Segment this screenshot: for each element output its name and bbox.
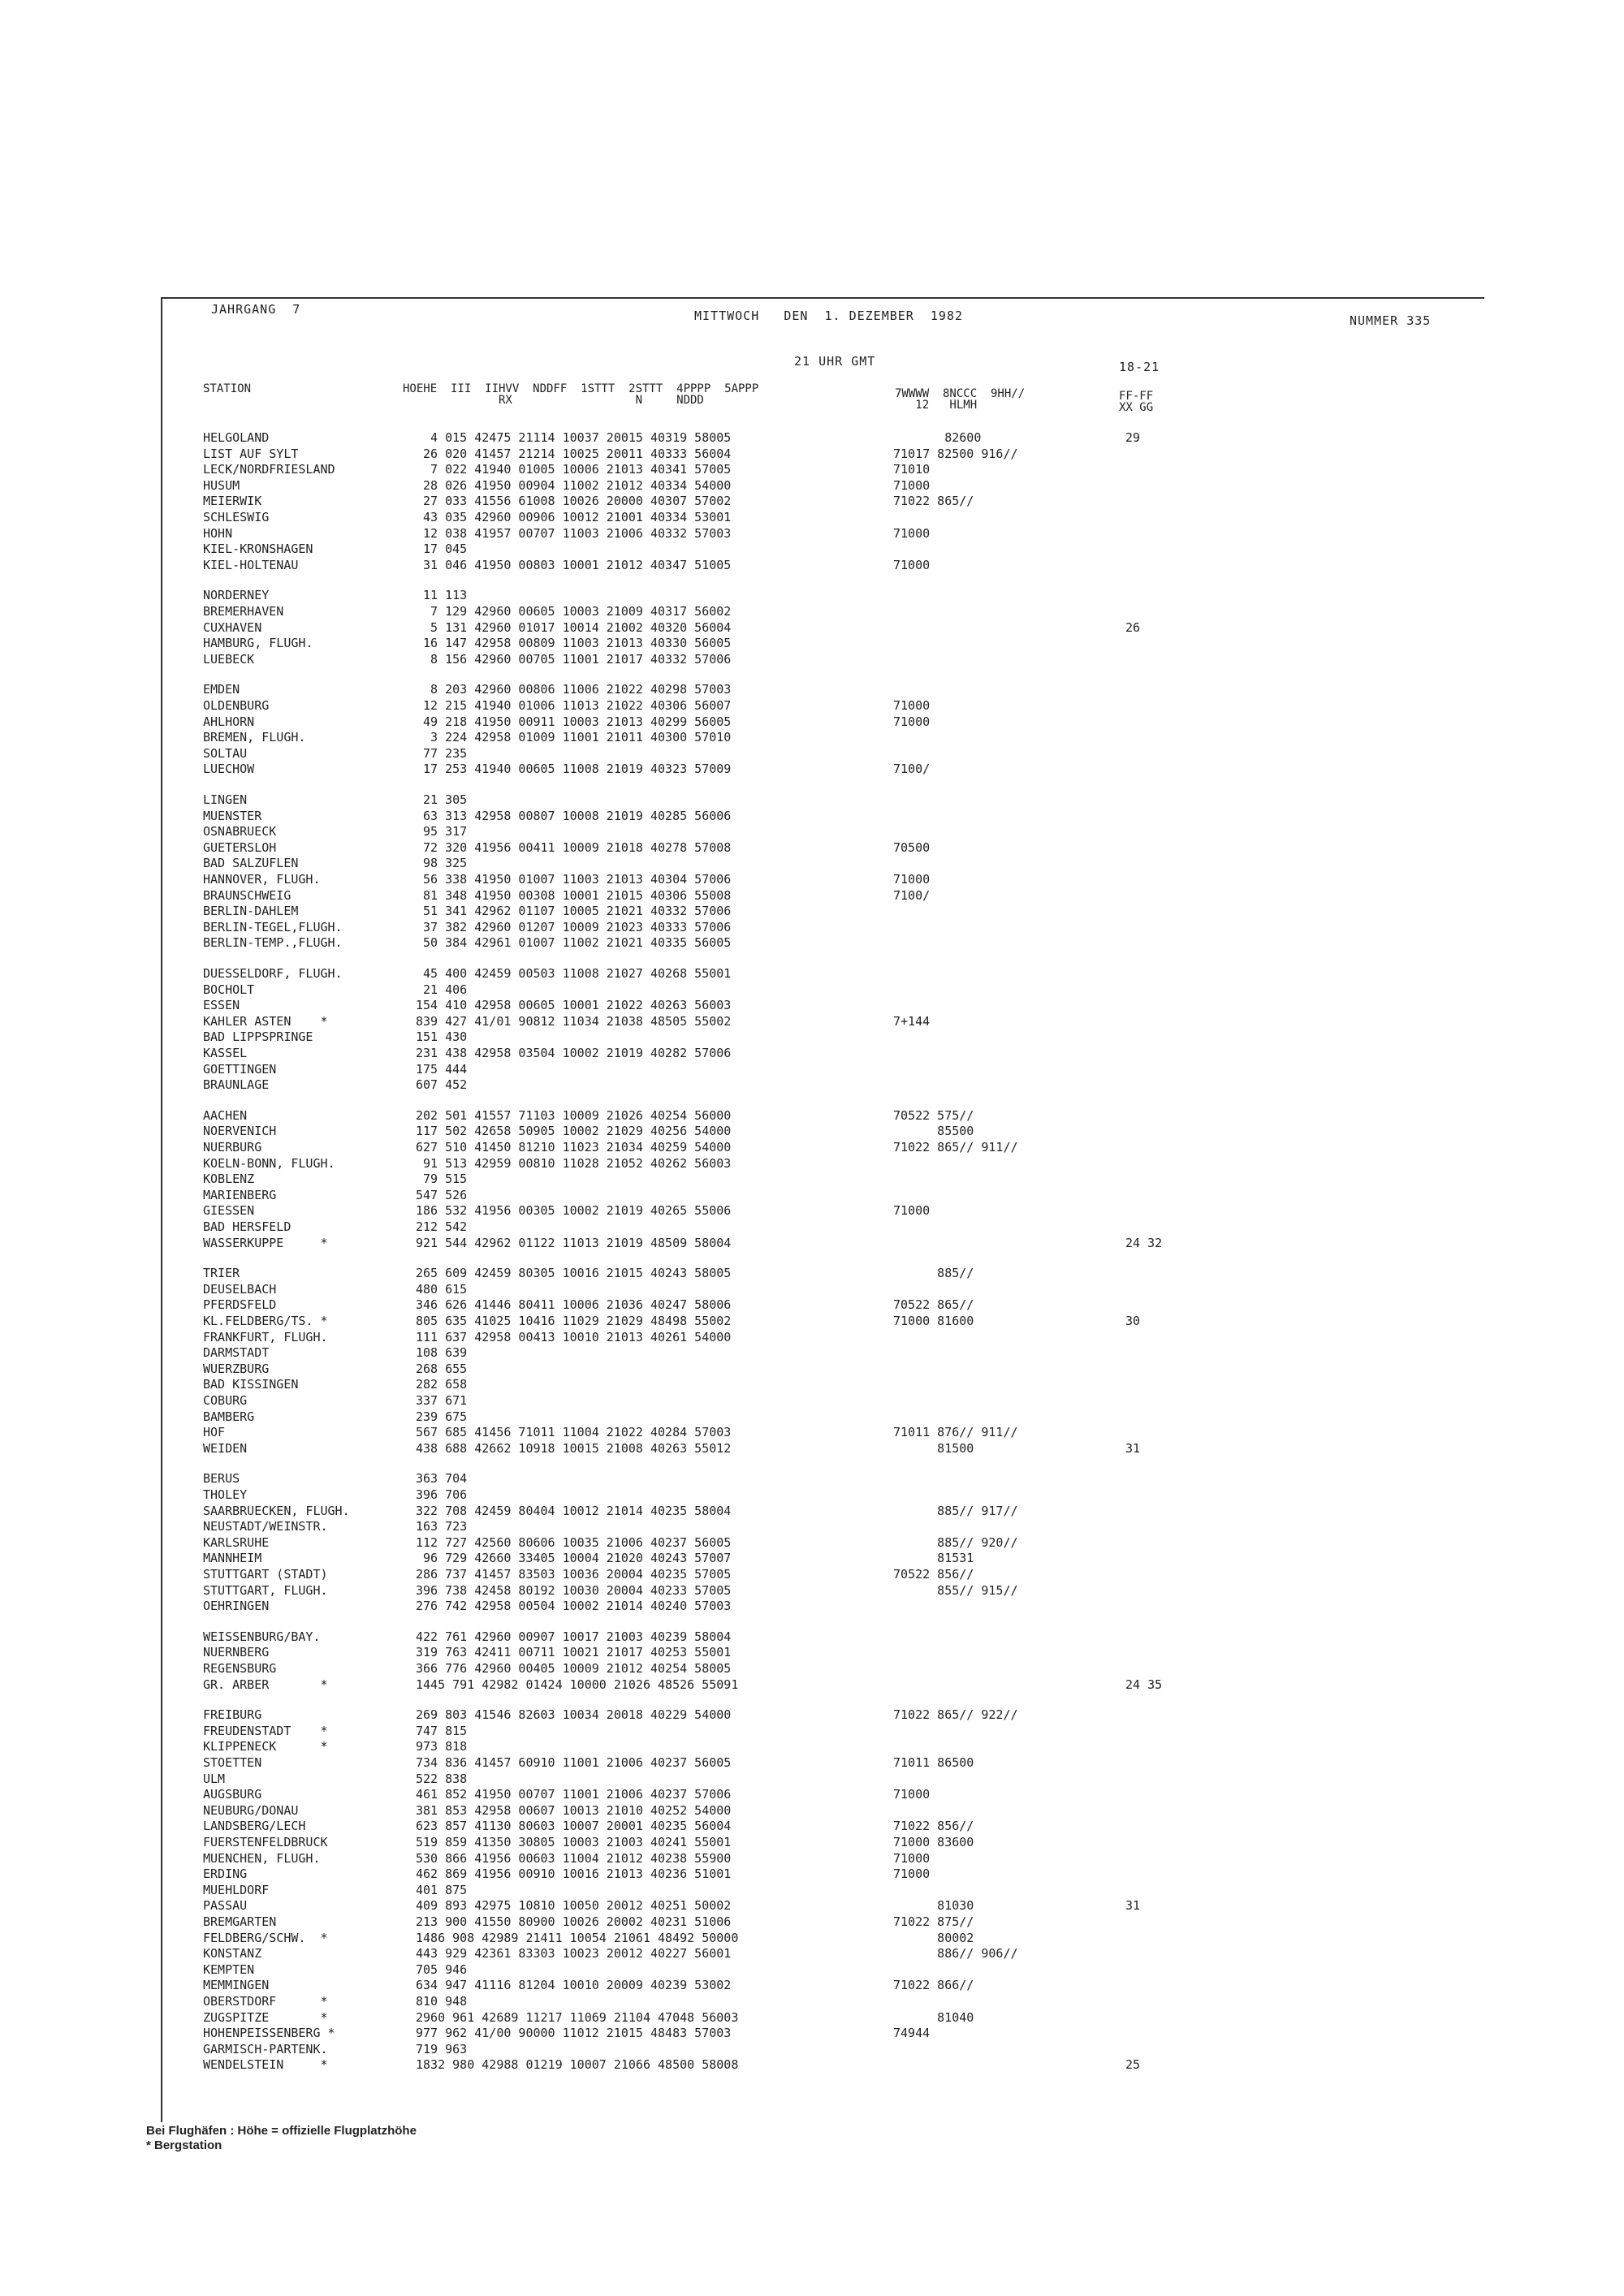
station-name: GUETERSLOH (203, 839, 277, 855)
station-name: FELDBERG/SCHW. * (203, 1930, 328, 1945)
station-data: 26 020 41457 21214 10025 20011 40333 56004 (416, 446, 732, 461)
station-data: 212 542 (416, 1219, 468, 1234)
station-data: 79 515 (416, 1172, 468, 1187)
station-name: SOLTAU (203, 745, 248, 761)
station-name: NEUSTADT/WEINSTR. (203, 1519, 328, 1534)
station-name: ERDING (203, 1867, 248, 1882)
station-wind: 26 (1125, 619, 1141, 635)
station-data: 363 704 (416, 1471, 468, 1487)
station-data: 3 224 42958 01009 11001 21011 40300 57010 (416, 730, 732, 745)
station-name: THOLEY (203, 1487, 248, 1502)
station-extra: 7100/ (893, 887, 931, 903)
station-data: 31 046 41950 00803 10001 21012 40347 51005 (416, 557, 732, 572)
station-data: 72 320 41956 00411 10009 21018 40278 57008 (416, 839, 732, 855)
station-data: 117 502 42658 50905 10002 21029 40256 54000 (416, 1124, 732, 1139)
report-sheet (161, 297, 1484, 2122)
station-name: BREMGARTEN (203, 1914, 277, 1929)
station-extra: 71000 (893, 1850, 931, 1866)
station-data: 7 022 41940 01005 10006 21013 40341 57005 (416, 462, 732, 477)
station-data: 163 723 (416, 1519, 468, 1534)
station-name: CUXHAVEN (203, 619, 262, 635)
station-data: 21 305 (416, 792, 468, 807)
station-name: MANNHEIM (203, 1551, 262, 1566)
station-wind: 29 (1125, 430, 1141, 445)
station-name: WEIDEN (203, 1440, 248, 1456)
station-name: HOHENPEISSENBERG * (203, 2026, 335, 2041)
station-name: KOELN-BONN, FLUGH. (203, 1155, 335, 1171)
station-name: FRANKFURT, FLUGH. (203, 1329, 328, 1344)
station-name: FREUDENSTADT * (203, 1723, 328, 1738)
station-extra: 71017 82500 916// (893, 446, 1018, 461)
station-data: 98 325 (416, 856, 468, 871)
station-data: 8 156 42960 00705 11001 21017 40332 57006 (416, 651, 732, 667)
station-extra: 71022 856// (893, 1819, 974, 1834)
station-name: NUERNBERG (203, 1645, 270, 1660)
station-data: 381 853 42958 00607 10013 21010 40252 54000 (416, 1802, 732, 1818)
station-data: 409 893 42975 10810 10050 20012 40251 50002 (416, 1898, 732, 1914)
station-wind: 24 32 (1125, 1235, 1163, 1250)
station-extra: 71000 (893, 557, 931, 572)
station-name: SAARBRUECKEN, FLUGH. (203, 1503, 350, 1518)
station-data: 396 738 42458 80192 10030 20004 40233 57005 (416, 1582, 732, 1598)
station-name: NOERVENICH (203, 1124, 277, 1139)
station-data: 12 215 41940 01006 11013 21022 40306 56007 (416, 698, 732, 713)
station-name: MARIENBERG (203, 1187, 277, 1202)
station-data: 81 348 41950 00308 10001 21015 40306 55008 (416, 887, 732, 903)
station-extra: 71010 (893, 462, 931, 477)
station-name: DUESSELDORF, FLUGH. (203, 966, 343, 981)
station-data: 1832 980 42988 01219 10007 21066 48500 58008 (416, 2057, 739, 2073)
station-name: OBERSTDORF * (203, 1994, 328, 2009)
station-data: 1445 791 42982 01424 10000 21026 48526 55091 (416, 1677, 739, 1692)
station-data: 623 857 41130 80603 10007 20001 40235 56004 (416, 1819, 732, 1834)
station-data: 977 962 41/00 90000 11012 21015 48483 57003 (416, 2026, 732, 2041)
station-extra: 71000 (893, 477, 931, 493)
station-data: 422 761 42960 00907 10017 21003 40239 58004 (416, 1629, 732, 1644)
station-data: 747 815 (416, 1723, 468, 1738)
station-name: LECK/NORDFRIESLAND (203, 462, 335, 477)
station-name: KONSTANZ (203, 1946, 262, 1962)
station-name: KEMPTEN (203, 1962, 255, 1977)
station-name: HAMBURG, FLUGH. (203, 636, 313, 651)
station-name: BRAUNSCHWEIG (203, 887, 292, 903)
station-extra: 70522 575// (893, 1107, 974, 1123)
station-data: 213 900 41550 80900 10026 20002 40231 51006 (416, 1914, 732, 1929)
station-extra: 7+144 (893, 1013, 931, 1029)
station-name: BERUS (203, 1471, 240, 1487)
station-data: 186 532 41956 00305 10002 21019 40265 55006 (416, 1203, 732, 1219)
station-data: 322 708 42459 80404 10012 21014 40235 58004 (416, 1503, 732, 1518)
station-extra: 82600 (893, 430, 982, 445)
station-data: 108 639 (416, 1345, 468, 1361)
station-data: 286 737 41457 83503 10036 20004 40235 57005 (416, 1567, 732, 1582)
station-name: AUGSBURG (203, 1787, 262, 1802)
station-data: 634 947 41116 81204 10010 20009 40239 53002 (416, 1978, 732, 1993)
station-name: HUSUM (203, 477, 240, 493)
station-name: KIEL-KRONSHAGEN (203, 542, 313, 557)
column-codes-line1: HOEHE III IIHVV NDDFF 1STTT 2STTT 4PPPP 5APPP (403, 382, 759, 395)
station-extra: 81531 (893, 1551, 974, 1566)
station-name: GR. ARBER * (203, 1677, 328, 1692)
column-station: STATION (203, 382, 252, 395)
station-name: GOETTINGEN (203, 1061, 277, 1077)
station-name: WASSERKUPPE * (203, 1235, 328, 1250)
station-data: 396 706 (416, 1487, 468, 1502)
station-name: WENDELSTEIN * (203, 2057, 328, 2073)
footnote-airports: Bei Flughäfen : Höhe = offizielle Flugplatzhöhe (146, 2124, 417, 2138)
station-data: 805 635 41025 10416 11029 21029 48498 55002 (416, 1314, 732, 1328)
station-data: 366 776 42960 00405 10009 21012 40254 58005 (416, 1661, 732, 1676)
station-data: 17 253 41940 00605 11008 21019 40323 57009 (416, 762, 732, 777)
station-data: 461 852 41950 00707 11001 21006 40237 57006 (416, 1787, 732, 1802)
station-name: BERLIN-DAHLEM (203, 904, 299, 919)
station-data: 530 866 41956 00603 11004 21012 40238 55900 (416, 1850, 732, 1866)
observation-time: 21 UHR GMT (794, 354, 876, 369)
station-data: 719 963 (416, 2041, 468, 2056)
station-name: STUTTGART (STADT) (203, 1567, 328, 1582)
column-extra-line1: 7WWWW 8NCCC 9HH// (895, 387, 1026, 400)
station-name: SCHLESWIG (203, 510, 270, 524)
station-data: 12 038 41957 00707 11003 21006 40332 57003 (416, 525, 732, 541)
station-name: KLIPPENECK * (203, 1739, 328, 1754)
station-name: MEIERWIK (203, 494, 262, 509)
station-data: 202 501 41557 71103 10009 21026 40254 56000 (416, 1107, 732, 1123)
station-extra: 70522 856// (893, 1567, 974, 1582)
station-data: 16 147 42958 00809 11003 21013 40330 56005 (416, 636, 732, 651)
station-data: 401 875 (416, 1882, 468, 1897)
column-wind-line2: XX GG (1119, 401, 1154, 414)
time-range: 18-21 (1119, 360, 1160, 374)
station-data: 63 313 42958 00807 10008 21019 40285 56006 (416, 808, 732, 823)
station-extra: 71000 (893, 872, 931, 887)
station-name: FUERSTENFELDBRUCK (203, 1835, 328, 1849)
station-data: 28 026 41950 00904 11002 21012 40334 54000 (416, 477, 732, 493)
station-data: 921 544 42962 01122 11013 21019 48509 58004 (416, 1235, 732, 1250)
station-name: BERLIN-TEMP.,FLUGH. (203, 935, 343, 951)
station-extra: 71022 866// (893, 1978, 974, 1993)
station-name: MEMMINGEN (203, 1978, 270, 1993)
station-name: LUECHOW (203, 762, 255, 777)
column-wind-line1: FF-FF (1119, 390, 1154, 403)
station-name: PFERDSFELD (203, 1297, 277, 1313)
station-data: 111 637 42958 00413 10010 21013 40261 54000 (416, 1329, 732, 1344)
station-data: 1486 908 42989 21411 10054 21061 48492 50000 (416, 1930, 739, 1945)
station-name: STUTTGART, FLUGH. (203, 1582, 328, 1598)
station-name: OLDENBURG (203, 698, 270, 713)
station-name: KAHLER ASTEN * (203, 1013, 328, 1029)
station-name: MUENCHEN, FLUGH. (203, 1850, 321, 1866)
station-data: 231 438 42958 03504 10002 21019 40282 57006 (416, 1046, 732, 1060)
station-name: MUEHLDORF (203, 1882, 270, 1897)
station-name: BAMBERG (203, 1409, 255, 1424)
station-data: 175 444 (416, 1061, 468, 1077)
station-data: 151 430 (416, 1029, 468, 1045)
station-extra: 885// 917// (893, 1503, 1018, 1518)
station-name: HANNOVER, FLUGH. (203, 872, 321, 887)
column-codes-line2: RX N NDDD (403, 394, 704, 407)
station-data: 239 675 (416, 1409, 468, 1424)
station-data: 91 513 42959 00810 11028 21052 40262 56003 (416, 1155, 732, 1171)
station-data: 49 218 41950 00911 10003 21013 40299 56005 (416, 714, 732, 729)
station-name: NUERBURG (203, 1140, 262, 1154)
station-data: 21 406 (416, 982, 468, 997)
station-extra: 855// 915// (893, 1582, 1018, 1598)
station-name: DEUSELBACH (203, 1281, 277, 1297)
station-data: 96 729 42660 33405 10004 21020 40243 57007 (416, 1551, 732, 1566)
station-data: 319 763 42411 00711 10021 21017 40253 55001 (416, 1645, 732, 1660)
station-name: REGENSBURG (203, 1661, 277, 1676)
station-wind: 24 35 (1125, 1677, 1163, 1692)
station-name: BREMEN, FLUGH. (203, 730, 306, 745)
station-name: KARLSRUHE (203, 1534, 270, 1550)
station-name: BAD HERSFELD (203, 1219, 292, 1234)
station-extra: 886// 906// (893, 1946, 1018, 1962)
station-name: FREIBURG (203, 1707, 262, 1723)
station-extra: 71022 865// (893, 494, 974, 509)
station-data: 11 113 (416, 588, 468, 603)
station-name: ESSEN (203, 998, 240, 1013)
station-name: KIEL-HOLTENAU (203, 557, 299, 572)
station-data: 734 836 41457 60910 11001 21006 40237 56005 (416, 1755, 732, 1770)
station-name: KL.FELDBERG/TS. * (203, 1314, 328, 1328)
station-data: 607 452 (416, 1077, 468, 1093)
station-data: 77 235 (416, 745, 468, 761)
station-data: 45 400 42459 00503 11008 21027 40268 55001 (416, 966, 732, 981)
station-extra: 81030 (893, 1898, 974, 1914)
station-data: 839 427 41/01 90812 11034 21038 48505 55002 (416, 1013, 732, 1029)
station-extra: 71000 (893, 1203, 931, 1219)
station-data: 519 859 41350 30805 10003 21003 40241 55001 (416, 1835, 732, 1849)
station-name: EMDEN (203, 682, 240, 697)
station-extra: 71022 865// 922// (893, 1707, 1018, 1723)
station-data: 43 035 42960 00906 10012 21001 40334 53001 (416, 510, 732, 524)
station-data: 56 338 41950 01007 11003 21013 40304 57006 (416, 872, 732, 887)
station-wind: 31 (1125, 1898, 1141, 1914)
station-extra: 71000 (893, 525, 931, 541)
station-name: KOBLENZ (203, 1172, 255, 1187)
station-name: LANDSBERG/LECH (203, 1819, 306, 1834)
station-name: BAD LIPPSPRINGE (203, 1029, 313, 1045)
station-name: PASSAU (203, 1898, 248, 1914)
station-name: LIST AUF SYLT (203, 446, 299, 461)
station-extra: 70522 865// (893, 1297, 974, 1313)
station-data: 5 131 42960 01017 10014 21002 40320 56004 (416, 619, 732, 635)
station-name: GARMISCH-PARTENK. (203, 2041, 328, 2056)
station-wind: 30 (1125, 1314, 1141, 1328)
station-wind: 25 (1125, 2057, 1141, 2073)
station-name: ULM (203, 1771, 226, 1786)
station-data: 37 382 42960 01207 10009 21023 40333 57006 (416, 919, 732, 934)
station-extra: 71000 83600 (893, 1835, 974, 1849)
volume-label: JAHRGANG 7 (211, 302, 301, 317)
station-data: 154 410 42958 00605 10001 21022 40263 56003 (416, 998, 732, 1013)
station-extra: 71000 (893, 714, 931, 729)
station-name: BAD KISSINGEN (203, 1377, 299, 1392)
station-extra: 81500 (893, 1440, 974, 1456)
station-extra: 71011 876// 911// (893, 1425, 1018, 1440)
station-data: 27 033 41556 61008 10026 20000 40307 57002 (416, 494, 732, 509)
station-name: GIESSEN (203, 1203, 255, 1219)
station-data: 443 929 42361 83303 10023 20012 40227 56001 (416, 1946, 732, 1962)
station-data: 480 615 (416, 1281, 468, 1297)
station-data: 462 869 41956 00910 10016 21013 40236 51001 (416, 1867, 732, 1882)
station-name: LUEBECK (203, 651, 255, 667)
station-extra: 71000 (893, 1787, 931, 1802)
station-extra: 81040 (893, 2009, 974, 2025)
station-extra: 71022 875// (893, 1914, 974, 1929)
station-extra: 80002 (893, 1930, 974, 1945)
station-name: TRIER (203, 1266, 240, 1281)
station-data: 17 045 (416, 542, 468, 557)
station-name: BRAUNLAGE (203, 1077, 270, 1093)
column-extra-line2: 12 HLMH (895, 399, 978, 412)
station-data: 112 727 42560 80606 10035 21006 40237 56005 (416, 1534, 732, 1550)
station-extra: 85500 (893, 1124, 974, 1139)
station-data: 337 671 (416, 1393, 468, 1408)
station-data: 8 203 42960 00806 11006 21022 40298 57003 (416, 682, 732, 697)
station-data: 276 742 42958 00504 10002 21014 40240 57003 (416, 1599, 732, 1614)
station-data: 2960 961 42689 11217 11069 21104 47048 56003 (416, 2009, 739, 2025)
station-name: DARMSTADT (203, 1345, 270, 1361)
station-extra: 885// 920// (893, 1534, 1018, 1550)
station-name: BREMERHAVEN (203, 604, 284, 619)
station-name: STOETTEN (203, 1755, 262, 1770)
station-name: HOHN (203, 525, 233, 541)
station-extra: 71000 (893, 1867, 931, 1882)
station-name: MUENSTER (203, 808, 262, 823)
station-data: 346 626 41446 80411 10006 21036 40247 58006 (416, 1297, 732, 1313)
station-name: AACHEN (203, 1107, 248, 1123)
station-data: 547 526 (416, 1187, 468, 1202)
station-extra: 70500 (893, 839, 931, 855)
station-extra: 74944 (893, 2026, 931, 2041)
station-name: BAD SALZUFLEN (203, 856, 299, 871)
station-name: BOCHOLT (203, 982, 255, 997)
station-data: 438 688 42662 10918 10015 21008 40263 55012 (416, 1440, 732, 1456)
station-data: 522 838 (416, 1771, 468, 1786)
station-data: 269 803 41546 82603 10034 20018 40229 54000 (416, 1707, 732, 1723)
station-name: HOF (203, 1425, 226, 1440)
station-name: KASSEL (203, 1046, 248, 1060)
station-name: OEHRINGEN (203, 1599, 270, 1614)
station-name: LINGEN (203, 792, 248, 807)
station-data: 567 685 41456 71011 11004 21022 40284 57003 (416, 1425, 732, 1440)
station-name: NORDERNEY (203, 588, 270, 603)
station-name: COBURG (203, 1393, 248, 1408)
station-extra: 71011 86500 (893, 1755, 974, 1770)
station-name: WUERZBURG (203, 1361, 270, 1376)
station-data: 7 129 42960 00605 10003 21009 40317 56002 (416, 604, 732, 619)
station-name: ZUGSPITZE * (203, 2009, 328, 2025)
station-extra: 7100/ (893, 762, 931, 777)
station-data: 973 818 (416, 1739, 468, 1754)
station-name: NEUBURG/DONAU (203, 1802, 299, 1818)
station-data: 627 510 41450 81210 11023 21034 40259 54000 (416, 1140, 732, 1154)
station-extra: 71000 81600 (893, 1314, 974, 1328)
station-name: HELGOLAND (203, 430, 270, 445)
issue-number: NUMMER 335 (1350, 313, 1432, 328)
station-data: 4 015 42475 21114 10037 20015 40319 58005 (416, 430, 732, 445)
station-name: OSNABRUECK (203, 824, 277, 839)
station-data: 282 658 (416, 1377, 468, 1392)
station-wind: 31 (1125, 1440, 1141, 1456)
station-extra: 885// (893, 1266, 974, 1281)
station-name: AHLHORN (203, 714, 255, 729)
station-extra: 71022 865// 911// (893, 1140, 1018, 1154)
footnote-mountain-station: * Bergstation (146, 2138, 222, 2152)
station-name: WEISSENBURG/BAY. (203, 1629, 321, 1644)
station-data: 95 317 (416, 824, 468, 839)
station-data: 705 946 (416, 1962, 468, 1977)
station-extra: 71000 (893, 698, 931, 713)
station-data: 265 609 42459 80305 10016 21015 40243 58005 (416, 1266, 732, 1281)
station-data: 268 655 (416, 1361, 468, 1376)
station-data: 810 948 (416, 1994, 468, 2009)
report-date: MITTWOCH DEN 1. DEZEMBER 1982 (694, 309, 964, 323)
station-data: 50 384 42961 01007 11002 21021 40335 56005 (416, 935, 732, 951)
station-data: 51 341 42962 01107 10005 21021 40332 57006 (416, 904, 732, 919)
station-name: BERLIN-TEGEL,FLUGH. (203, 919, 343, 934)
